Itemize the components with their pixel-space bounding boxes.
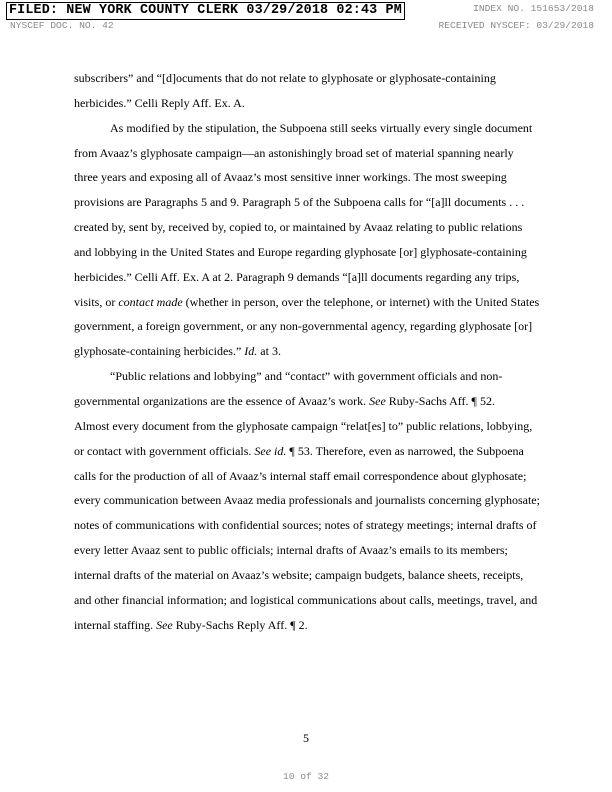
- italic-run: contact made: [118, 294, 183, 309]
- index-number: INDEX NO. 151653/2018: [473, 3, 594, 14]
- text-line: [74, 294, 544, 319]
- received-date: RECEIVED NYSCEF: 03/29/2018: [438, 20, 594, 31]
- body-text: [74, 70, 544, 641]
- italic-run: See: [369, 393, 386, 408]
- text-line: “Public relations and lobbying” and “contact” with government officials and non-: [110, 369, 503, 384]
- italic-run: See: [156, 617, 173, 632]
- text-line: [74, 617, 544, 642]
- text-line: As modified by the stipulation, the Subpoena still seeks virtually every single document: [110, 120, 533, 135]
- text-line: and other financial information; and logistical communications about calls, meetings, travel, and: [74, 592, 538, 607]
- text-line: [74, 343, 544, 368]
- text-line: from Avaaz’s glyphosate campaign—an astonishingly broad set of material spanning nearly: [74, 145, 514, 160]
- italic-run: See id.: [254, 443, 287, 458]
- text-line: every communication between Avaaz media professionals and journalists concerning glyphosate;: [74, 493, 540, 508]
- text-run: internal staffing.: [74, 617, 157, 632]
- text-run: Ruby-Sachs Aff. ¶ 52.: [385, 393, 495, 408]
- text-line: government, a foreign government, or any non-governmental agency, regarding glyphosate [or]: [74, 319, 533, 334]
- text-line: three years and exposing all of Avaaz’s most sensitive inner workings. The most sweeping: [74, 170, 507, 185]
- text-run: (whether in person, over the telephone, or internet) with the United States: [182, 294, 540, 309]
- text-line: Almost every document from the glyphosate campaign “relat[es] to” public relations, lobbying,: [74, 418, 533, 433]
- text-run: or contact with government officials.: [74, 443, 255, 458]
- text-line: notes of communications with confidential sources; notes of strategy meetings; internal drafts of: [74, 518, 537, 533]
- text-run: Ruby-Sachs Reply Aff. ¶ 2.: [172, 617, 308, 632]
- text-line: provisions are Paragraphs 5 and 9. Paragraph 5 of the Subpoena calls for “[a]ll documents . . .: [74, 195, 525, 210]
- text-line: herbicides.” Celli Reply Aff. Ex. A.: [74, 95, 245, 110]
- text-line: [74, 443, 544, 468]
- text-line: every letter Avaaz sent to public officials; internal drafts of Avaaz’s emails to its members;: [74, 543, 508, 558]
- text-line: herbicides.” Celli Aff. Ex. A at 2. Paragraph 9 demands “[a]ll documents regarding any trips,: [74, 269, 520, 284]
- text-run: at 3.: [257, 344, 281, 359]
- text-line: and lobbying in the United States and Europe regarding glyphosate [or] glyphosate-containing: [74, 244, 527, 259]
- text-line: created by, sent by, received by, copied to, or maintained by Avaaz relating to public relations: [74, 220, 523, 235]
- text-run: governmental organizations are the essence of Avaaz’s work.: [74, 393, 370, 408]
- text-run: glyphosate-containing herbicides.”: [74, 344, 245, 359]
- text-run: ¶ 53. Therefore, even as narrowed, the Subpoena: [286, 443, 524, 458]
- text-line: [74, 393, 544, 418]
- text-run: visits, or: [74, 294, 119, 309]
- text-line: internal drafts of the material on Avaaz’s website; campaign budgets, balance sheets, receipts,: [74, 567, 524, 582]
- nyscef-doc-number: NYSCEF DOC. NO. 42: [10, 20, 114, 31]
- filed-stamp: FILED: NEW YORK COUNTY CLERK 03/29/2018 02:43 PM: [6, 2, 405, 20]
- page-number: 5: [303, 731, 309, 745]
- italic-run: Id.: [244, 344, 258, 359]
- text-line: subscribers” and “[d]ocuments that do not relate to glyphosate or glyphosate-containing: [74, 71, 496, 85]
- page-of-total: 10 of 32: [282, 771, 330, 782]
- text-line: calls for the production of all of Avaaz’s internal staff email correspondence about glyphosate;: [74, 468, 527, 483]
